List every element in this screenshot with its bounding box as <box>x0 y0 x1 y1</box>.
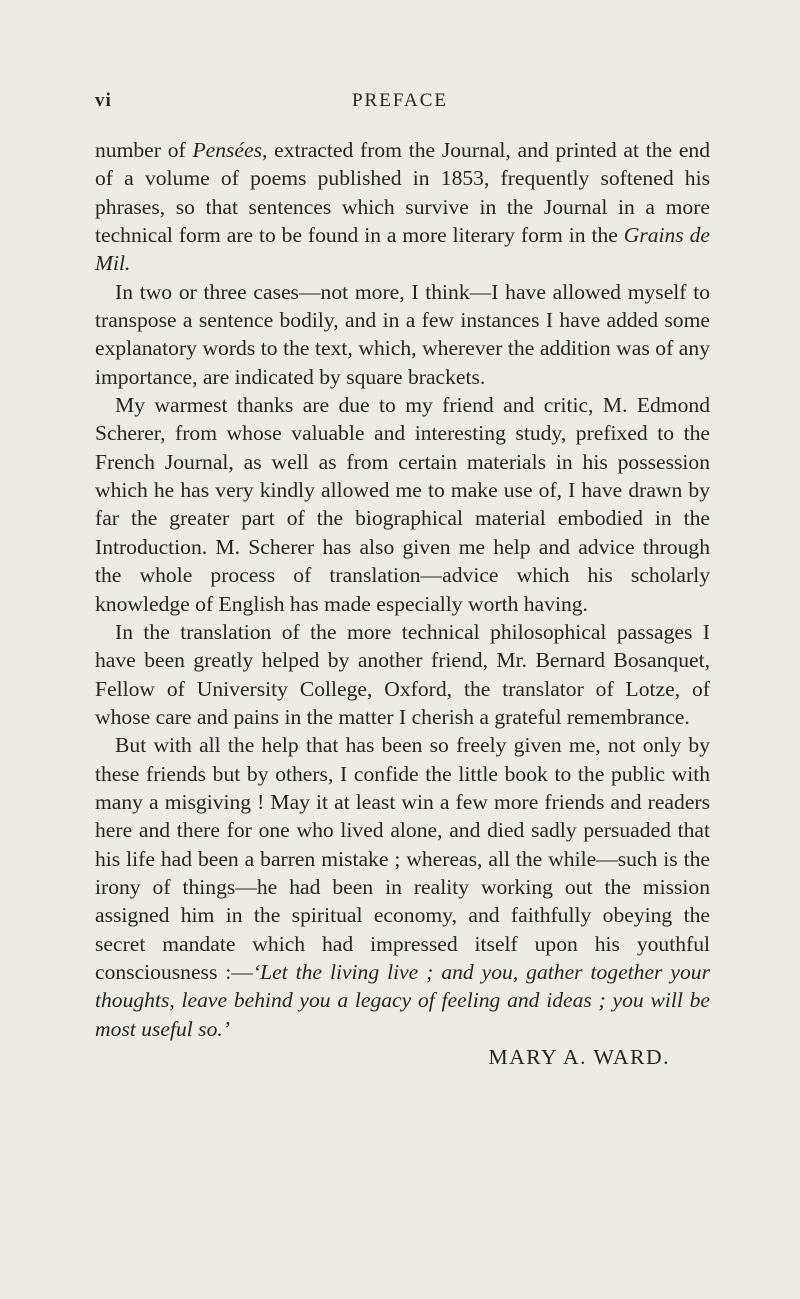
italic-title-pensees: Pensées <box>192 138 262 162</box>
running-head <box>95 90 705 114</box>
paragraph-continuation: number of Pensées, extracted from the Journal, and printed at the end of a volume of poems published in 1853, frequently softened his phrases, so that sentences which survive in the Journal in a more technical form are to be found in a more literary form in the Grains de Mil. <box>95 138 710 276</box>
paragraph-thanks-scherer: My warmest thanks are due to my friend and critic, M. Edmond Scherer, from whose valuable and interesting study, prefixed to the French Journal, as well as from certain materials in his possession which he has very kindly allowed me to make use of, I have drawn by far the greater part of the biographical material embodied in the Introduction. M. Scherer has also given me help and advice through the whole process of translation—advice which his scholarly knowledge of English has made especially worth having. <box>95 393 710 616</box>
italic-title-grains-de-mil: Grains de Mil. <box>95 223 710 276</box>
page-number: vi <box>95 90 112 111</box>
preface-body <box>95 136 710 1071</box>
running-head-title: PREFACE <box>351 90 448 111</box>
paragraph-thanks-bosanquet: In the translation of the more technical philosophical passages I have been greatly helped by another friend, Mr. Bernard Bosanquet, Fellow of University College, Oxford, the translator of Lotze, of whose care and pains in the matter I cherish a grateful remembrance. <box>95 619 710 729</box>
signature: MARY A. WARD. <box>488 1045 670 1069</box>
closing-quotation: ‘Let the living live ; and you, gather together your thoughts, leave behind you a legacy of feeling and ideas ; you will be most useful so.’ <box>95 959 710 1041</box>
paragraph-transpositions: In two or three cases—not more, I think—I have allowed myself to transpose a sentence bodily, and in a few instances I have added some explanatory words to the text, which, wherever the addition was of any importance, are indicated by square brackets. <box>95 279 710 389</box>
paragraph-closing: But with all the help that has been so freely given me, not only by these friends but by others, I confide the little book to the public with many a misgiving ! May it at least win a few more friends and readers here and there for one who lived alone, and died sadly persuaded that his life had been a barren mistake ; whereas, all the while—such is the irony of things—he had been in reality working out the mission assigned him in the spiritual economy, and faithfully obeying the secret mandate which had impressed itself upon his youthful consciousness :—‘Let the living live ; and you, gather together your thoughts, leave behind you a legacy of feeling and ideas ; you will be most useful so.’ <box>95 733 710 1041</box>
